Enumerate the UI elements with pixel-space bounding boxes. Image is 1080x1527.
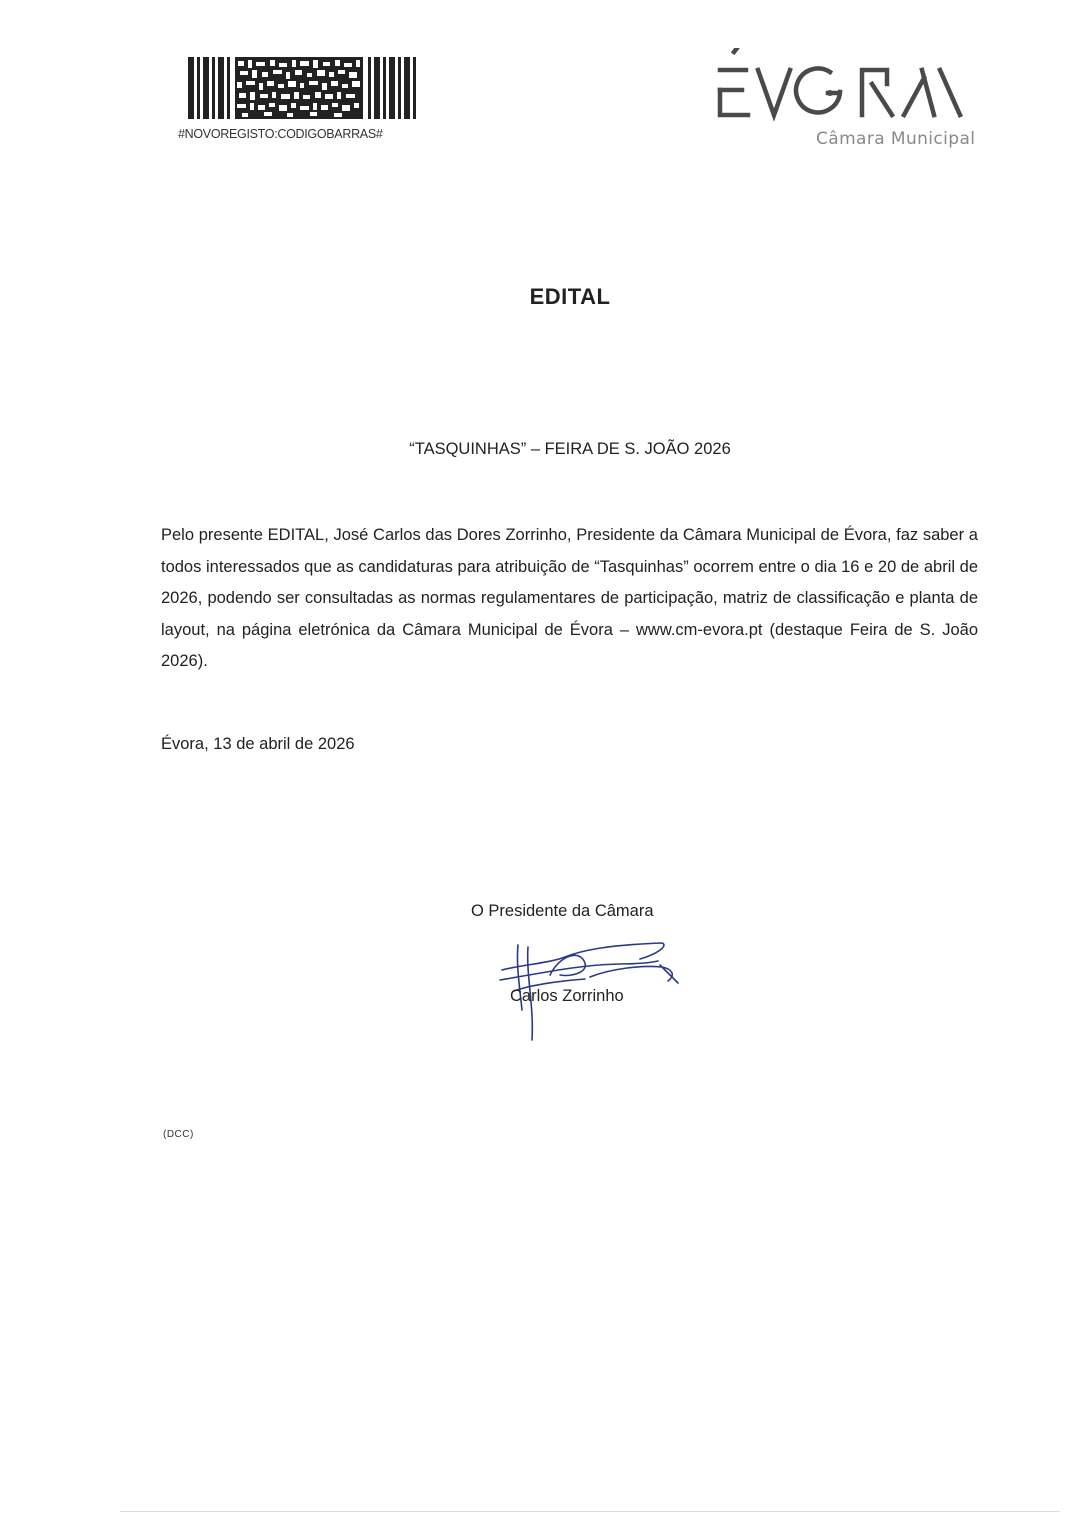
logo-subtitle: Câmara Municipal	[816, 129, 976, 149]
barcode-caption: #NOVOREGISTO:CODIGOBARRAS#	[178, 127, 383, 141]
page-bottom-rule	[120, 1511, 1060, 1512]
signatory-role: O Presidente da Câmara	[471, 902, 654, 920]
document-title: EDITAL	[529, 284, 611, 309]
evora-wordmark	[712, 48, 977, 123]
department-code: (DCC)	[163, 1129, 194, 1140]
document-subtitle: “TASQUINHAS” – FEIRA DE S. JOÃO 2026	[409, 440, 731, 458]
evora-logo	[712, 48, 977, 128]
barcode-graphic	[178, 55, 423, 123]
document-body: Pelo presente EDITAL, José Carlos das Dores Zorrinho, Presidente da Câmara Municipal de Évora, faz saber a todos interessados que as candidaturas para atribuição de “Tasquinhas” ocorrem entre o dia 16 e 20 de abril de 2026, podendo ser consultadas as normas regulamentares de participação, matriz de classificação e planta de layout, na página eletrónica da Câmara Municipal de Évora – www.cm-evora.pt (destaque Feira de S. João 2026).	[161, 526, 978, 670]
document-date: Évora, 13 de abril de 2026	[161, 735, 355, 753]
signatory-name: Carlos Zorrinho	[510, 987, 624, 1005]
registry-barcode	[178, 55, 423, 141]
